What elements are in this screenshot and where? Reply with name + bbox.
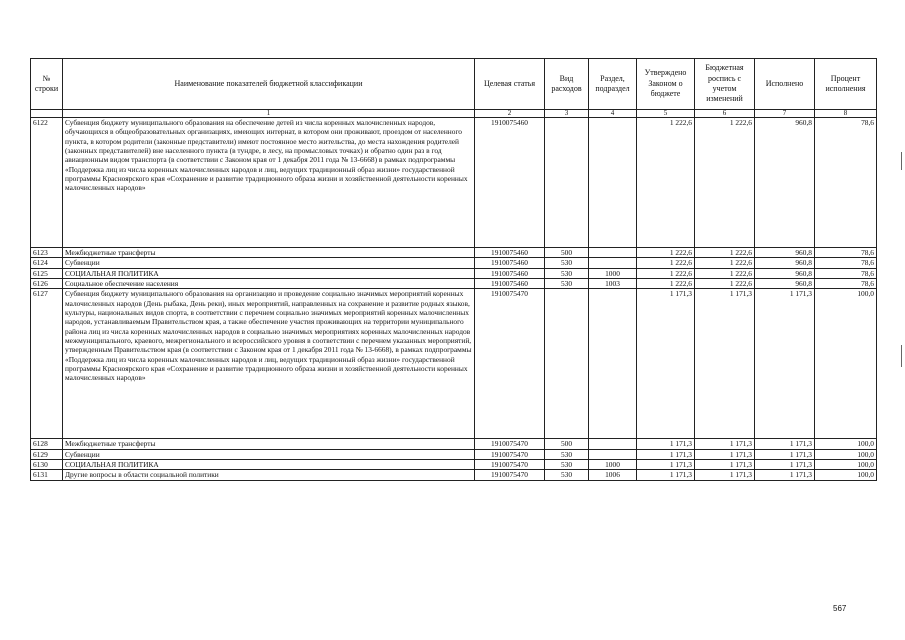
row-number: 6131	[31, 470, 63, 480]
row-list: 1 222,6	[695, 258, 755, 268]
row-executed: 1 171,3	[755, 470, 815, 480]
table-row	[31, 118, 877, 248]
row-executed: 1 171,3	[755, 449, 815, 459]
row-section	[589, 248, 637, 258]
row-percent: 100,0	[815, 439, 877, 449]
row-target: 1910075470	[475, 439, 545, 449]
row-name: Субвенция бюджету муниципального образования на обеспечение детей из числа коренных малочисленных народов, обучающихся в общеобразовательных организациях, имеющих интернат, в котором они проживают, проездом от населенного пункта, в котором родители (законные представители) имеют постоянное место жительства, до места нахождения родителей (законных представителей) вне населенного пункта (в тундре, в лесу, на промысловых точках) и обратно один раз в год авиационным видом транспорта (в соответствии с Законом края от 1 декабря 2011 года № 13-6668) в рамках подпрограммы «Поддержка лиц из числа коренных малочисленных народов и лиц, ведущих традиционный образ жизни» государственной программы Красноярского края «Сохранение и развитие традиционного образа жизни и хозяйственной деятельности коренных малочисленных народов»	[63, 118, 475, 248]
row-type	[545, 118, 589, 248]
header-row	[31, 59, 877, 110]
column-number: 7	[755, 110, 815, 118]
column-number: 2	[475, 110, 545, 118]
row-list: 1 222,6	[695, 248, 755, 258]
table-row	[31, 248, 877, 258]
header-name: Наименование показателей бюджетной классификации	[63, 59, 475, 110]
scan-edge-mark	[901, 345, 902, 367]
row-name: Субвенции	[63, 258, 475, 268]
row-percent: 100,0	[815, 470, 877, 480]
column-number: 6	[695, 110, 755, 118]
row-percent: 100,0	[815, 289, 877, 439]
row-number: 6130	[31, 459, 63, 469]
row-percent: 78,6	[815, 118, 877, 248]
row-type	[545, 289, 589, 439]
row-section: 1006	[589, 470, 637, 480]
row-list: 1 222,6	[695, 278, 755, 288]
row-name: Субвенция бюджету муниципального образования на организацию и проведение социально значимых мероприятий коренных малочисленных народов (День рыбака, День реки), иных мероприятий, направленных на сохранение и развитие родных языков, культуры, национальных видов спорта, в соответствии с перечнем социально значимых мероприятий коренных малочисленных народов, устанавливаемым Правительством края, а также обеспечение участия проживающих на территории муниципального района лиц из числа коренных малочисленных народов в социально значимых мероприятиях коренных малочисленных народов межмуниципального, краевого, межрегионального и всероссийского уровня в соответствии с перечнем указанных мероприятий, утвержденным Правительством края (в соответствии с Законом края от 1 декабря 2011 года № 13-6668), в рамках подпрограммы «Поддержка лиц из числа коренных малочисленных народов и лиц, ведущих традиционный образ жизни» государственной программы Красноярского края «Сохранение и развитие традиционного образа жизни и хозяйственной деятельности коренных малочисленных народов»	[63, 289, 475, 439]
table-row	[31, 470, 877, 480]
table-row	[31, 278, 877, 288]
row-executed: 960,8	[755, 248, 815, 258]
row-approved: 1 171,3	[637, 449, 695, 459]
header-target: Целевая статья	[475, 59, 545, 110]
row-number: 6129	[31, 449, 63, 459]
row-target: 1910075470	[475, 449, 545, 459]
table-row	[31, 449, 877, 459]
column-number: 3	[545, 110, 589, 118]
row-executed: 960,8	[755, 278, 815, 288]
row-type: 500	[545, 439, 589, 449]
row-percent: 78,6	[815, 278, 877, 288]
header-list: Бюджетная роспись с учетом изменений	[695, 59, 755, 110]
row-target: 1910075460	[475, 248, 545, 258]
table-row	[31, 459, 877, 469]
page-number: 567	[833, 604, 847, 613]
row-section: 1000	[589, 268, 637, 278]
row-executed: 960,8	[755, 268, 815, 278]
row-approved: 1 222,6	[637, 268, 695, 278]
row-executed: 960,8	[755, 258, 815, 268]
row-type: 530	[545, 278, 589, 288]
scan-edge-mark	[901, 152, 902, 170]
row-target: 1910075470	[475, 459, 545, 469]
header-row-no: № строки	[31, 59, 63, 110]
row-percent: 78,6	[815, 268, 877, 278]
row-number: 6125	[31, 268, 63, 278]
row-type: 500	[545, 248, 589, 258]
row-type: 530	[545, 449, 589, 459]
row-list: 1 171,3	[695, 459, 755, 469]
column-number	[31, 110, 63, 118]
header-type: Вид расходов	[545, 59, 589, 110]
row-percent: 78,6	[815, 258, 877, 268]
row-number: 6128	[31, 439, 63, 449]
row-approved: 1 222,6	[637, 258, 695, 268]
row-list: 1 171,3	[695, 439, 755, 449]
table-row	[31, 258, 877, 268]
row-list: 1 171,3	[695, 470, 755, 480]
row-name: Субвенции	[63, 449, 475, 459]
row-approved: 1 222,6	[637, 278, 695, 288]
budget-table	[30, 58, 877, 481]
header-section: Раздел, подраздел	[589, 59, 637, 110]
header-approved: Утверждено Законом о бюджете	[637, 59, 695, 110]
table-row	[31, 289, 877, 439]
row-name: Межбюджетные трансферты	[63, 248, 475, 258]
row-name: СОЦИАЛЬНАЯ ПОЛИТИКА	[63, 459, 475, 469]
row-list: 1 222,6	[695, 118, 755, 248]
row-approved: 1 171,3	[637, 289, 695, 439]
row-section: 1003	[589, 278, 637, 288]
row-approved: 1 222,6	[637, 248, 695, 258]
row-percent: 100,0	[815, 459, 877, 469]
row-target: 1910075460	[475, 268, 545, 278]
row-section: 1000	[589, 459, 637, 469]
row-type: 530	[545, 459, 589, 469]
row-approved: 1 171,3	[637, 470, 695, 480]
row-section	[589, 289, 637, 439]
column-number-row	[31, 110, 877, 118]
row-approved: 1 171,3	[637, 439, 695, 449]
row-executed: 1 171,3	[755, 289, 815, 439]
row-percent: 78,6	[815, 248, 877, 258]
row-type: 530	[545, 470, 589, 480]
row-name: СОЦИАЛЬНАЯ ПОЛИТИКА	[63, 268, 475, 278]
column-number: 1	[63, 110, 475, 118]
row-target: 1910075470	[475, 289, 545, 439]
header-percent: Процент исполнения	[815, 59, 877, 110]
row-name: Межбюджетные трансферты	[63, 439, 475, 449]
row-target: 1910075470	[475, 470, 545, 480]
table-row	[31, 439, 877, 449]
row-percent: 100,0	[815, 449, 877, 459]
row-list: 1 171,3	[695, 449, 755, 459]
row-list: 1 171,3	[695, 289, 755, 439]
row-section	[589, 258, 637, 268]
row-executed: 1 171,3	[755, 459, 815, 469]
column-number: 4	[589, 110, 637, 118]
row-approved: 1 222,6	[637, 118, 695, 248]
table-row	[31, 268, 877, 278]
row-type: 530	[545, 258, 589, 268]
row-approved: 1 171,3	[637, 459, 695, 469]
row-target: 1910075460	[475, 118, 545, 248]
row-number: 6127	[31, 289, 63, 439]
row-number: 6124	[31, 258, 63, 268]
row-section	[589, 449, 637, 459]
row-number: 6122	[31, 118, 63, 248]
row-section	[589, 439, 637, 449]
row-executed: 960,8	[755, 118, 815, 248]
row-list: 1 222,6	[695, 268, 755, 278]
row-name: Другие вопросы в области социальной политики	[63, 470, 475, 480]
column-number: 8	[815, 110, 877, 118]
row-target: 1910075460	[475, 278, 545, 288]
row-name: Социальное обеспечение населения	[63, 278, 475, 288]
row-section	[589, 118, 637, 248]
row-target: 1910075460	[475, 258, 545, 268]
row-executed: 1 171,3	[755, 439, 815, 449]
row-type: 530	[545, 268, 589, 278]
row-number: 6126	[31, 278, 63, 288]
header-executed: Исполнено	[755, 59, 815, 110]
budget-sheet	[30, 58, 876, 481]
column-number: 5	[637, 110, 695, 118]
row-number: 6123	[31, 248, 63, 258]
